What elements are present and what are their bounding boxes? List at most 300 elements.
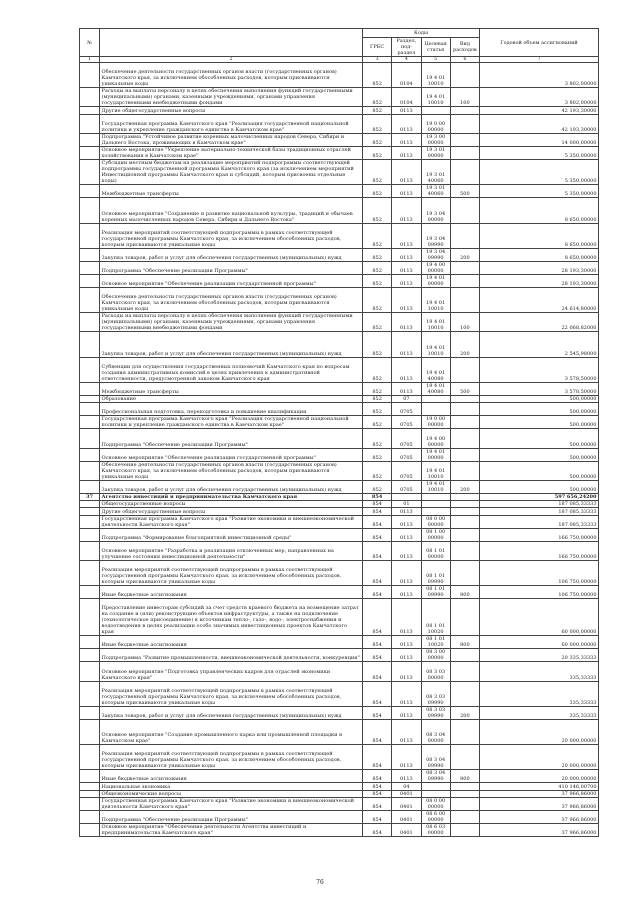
- row-number: [80, 515, 100, 528]
- row-razdel: 0113: [392, 515, 421, 528]
- row-name: Обеспечение деятельности государственных органов власти (государственных органов) Камчатского края, за исключением обособленных расходов, которым присваиваются уникальные коды: [100, 63, 363, 88]
- row-target: 08 1 00 00000: [421, 528, 450, 541]
- row-target: 19 4 01 10010: [421, 461, 450, 480]
- row-target: 19 3 04 00000: [421, 198, 450, 223]
- row-target: 19 3 01 40060: [421, 160, 450, 185]
- row-amount: 37 966,86000: [480, 797, 599, 810]
- row-target: 08 1 01 09990: [421, 560, 450, 585]
- page-number: 76: [316, 879, 324, 886]
- row-name: Основное мероприятие "Создание промышленного парка или промышленной площадки в Камчатском крае": [100, 720, 363, 745]
- row-number: [80, 88, 100, 107]
- row-number: [80, 223, 100, 248]
- table-row: [80, 448, 599, 461]
- row-amount: 500,00000: [480, 480, 599, 493]
- table-row: [80, 797, 599, 810]
- row-amount: 8 650,00000: [480, 223, 599, 248]
- row-vid: [450, 461, 479, 480]
- row-name: Государственная программа Камчатского края "Развитие экономики и внешнеэкономической деятельности Камчатского края": [100, 515, 363, 528]
- row-number: [80, 783, 100, 790]
- row-target: 19 4 00 00000: [421, 261, 450, 274]
- table-row: [80, 480, 599, 493]
- row-name: Межбюджетные трансферты: [100, 185, 363, 198]
- table-row: [80, 107, 599, 114]
- row-amount: 597 656,24200: [480, 493, 599, 500]
- row-name: Иные бюджетные ассигнования: [100, 636, 363, 649]
- table-row: [80, 508, 599, 515]
- row-grbs: 854: [363, 662, 392, 681]
- table-row: [80, 599, 599, 636]
- row-number: [80, 313, 100, 332]
- row-target: 19 4 01 40080: [421, 357, 450, 382]
- row-name: Основное мероприятие "Укрепление материально-технической базы традиционных отраслей хозяйствования в Камчатском крае": [100, 146, 363, 159]
- row-target: 19 4 01 40080: [421, 382, 450, 395]
- row-grbs: 854: [363, 599, 392, 636]
- table-row: [80, 357, 599, 382]
- row-name: Общегосударственные вопросы: [100, 501, 363, 508]
- table-row: [80, 649, 599, 662]
- row-number: [80, 395, 100, 402]
- row-grbs: 854: [363, 810, 392, 823]
- table-row: [80, 560, 599, 585]
- row-razdel: 0113: [392, 599, 421, 636]
- row-target: 19 4 01 10010: [421, 88, 450, 107]
- header-razdel: Раздел, под-раздел: [392, 38, 421, 57]
- row-vid: [450, 783, 479, 790]
- row-grbs: 854: [363, 508, 392, 515]
- row-target: 08 3 03 09990: [421, 681, 450, 706]
- row-grbs: 852: [363, 288, 392, 313]
- row-razdel: 0705: [392, 403, 421, 416]
- row-razdel: [392, 493, 421, 500]
- row-vid: [450, 146, 479, 159]
- header-index-cell: 5: [421, 57, 450, 63]
- row-vid: [450, 223, 479, 248]
- row-name: Предоставление инвесторам субсидий за счет средств краевого бюджета на возмещение затрат на создание и (или) реконструкцию объектов инфраструктуры, а также на подключение (технологическое присоединение) к источникам тепло-, газо-, водо-, электроснабжения и водоотведения в целях реализации особо значимых инвестиционных проектов Камчатского края: [100, 599, 363, 636]
- row-target: 08 3 04 00000: [421, 720, 450, 745]
- row-number: [80, 429, 100, 448]
- row-name: Подпрограмма "Обеспечение реализации Программы": [100, 810, 363, 823]
- row-grbs: 852: [363, 63, 392, 88]
- row-razdel: 01: [392, 501, 421, 508]
- table-row: [80, 810, 599, 823]
- row-target: 08 3 00 00000: [421, 649, 450, 662]
- row-amount: 3 578,50000: [480, 382, 599, 395]
- row-grbs: 854: [363, 501, 392, 508]
- table-row: [80, 720, 599, 745]
- row-grbs: 852: [363, 88, 392, 107]
- row-amount: 20 335,33333: [480, 649, 599, 662]
- row-grbs: 852: [363, 146, 392, 159]
- budget-table: [79, 28, 599, 837]
- row-grbs: 852: [363, 107, 392, 114]
- row-grbs: 852: [363, 198, 392, 223]
- row-amount: 42 193,30000: [480, 114, 599, 133]
- row-number: [80, 810, 100, 823]
- row-razdel: 0705: [392, 480, 421, 493]
- row-number: [80, 198, 100, 223]
- row-target: 08 6 03 00000: [421, 823, 450, 836]
- row-number: [80, 274, 100, 287]
- row-razdel: 0113: [392, 586, 421, 599]
- row-number: [80, 720, 100, 745]
- header-num: №: [80, 29, 100, 57]
- row-grbs: 852: [363, 395, 392, 402]
- row-vid: [450, 274, 479, 287]
- row-vid: [450, 508, 479, 515]
- row-number: [80, 797, 100, 810]
- row-name: Основное мероприятие "Сохранение и развитие национальной культуры, традиций и обычаев коренных малочисленных народов Севера, Сибири и Дальнего Востока": [100, 198, 363, 223]
- row-grbs: 854: [363, 560, 392, 585]
- header-grbs: ГРБС: [363, 38, 392, 57]
- row-vid: [450, 107, 479, 114]
- row-amount: 28 193,30000: [480, 274, 599, 287]
- row-vid: 500: [450, 185, 479, 198]
- row-vid: 200: [450, 332, 479, 357]
- row-number: [80, 133, 100, 146]
- row-razdel: 0113: [392, 160, 421, 185]
- row-target: 08 0 00 00000: [421, 797, 450, 810]
- table-row: [80, 248, 599, 261]
- row-number: [80, 745, 100, 770]
- row-amount: 166 750,00000: [480, 528, 599, 541]
- row-target: [421, 395, 450, 402]
- row-razdel: 0113: [392, 681, 421, 706]
- header-vid: Вид расходов: [450, 38, 479, 57]
- row-name: Закупка товаров, работ и услуг для обеспечения государственных (муниципальных) нужд: [100, 480, 363, 493]
- row-amount: 335,33333: [480, 706, 599, 719]
- row-razdel: 0113: [392, 528, 421, 541]
- row-number: [80, 248, 100, 261]
- row-vid: [450, 63, 479, 88]
- row-grbs: 852: [363, 185, 392, 198]
- row-grbs: 852: [363, 382, 392, 395]
- row-target: 08 3 04 09990: [421, 745, 450, 770]
- row-razdel: 0401: [392, 810, 421, 823]
- row-target: 19 4 01 10010: [421, 332, 450, 357]
- table-row: [80, 745, 599, 770]
- row-razdel: 0113: [392, 541, 421, 560]
- header-codes: Коды: [363, 29, 480, 38]
- row-vid: [450, 114, 479, 133]
- row-grbs: 852: [363, 429, 392, 448]
- row-target: 19 0 00 00000: [421, 114, 450, 133]
- row-razdel: 0113: [392, 223, 421, 248]
- row-vid: [450, 429, 479, 448]
- row-name: Основное мероприятие "Обеспечение реализации государственной программы": [100, 448, 363, 461]
- row-razdel: 0113: [392, 560, 421, 585]
- row-grbs: 854: [363, 681, 392, 706]
- row-name: Государственная программа Камчатского края "Реализация государственной национальной политики и укрепление гражданского единства в Камчатском крае": [100, 416, 363, 429]
- row-razdel: 0113: [392, 133, 421, 146]
- table-row: [80, 63, 599, 88]
- row-name: Национальная экономика: [100, 783, 363, 790]
- row-razdel: 0113: [392, 107, 421, 114]
- row-vid: [450, 528, 479, 541]
- row-grbs: 852: [363, 313, 392, 332]
- row-amount: 60 000,00000: [480, 599, 599, 636]
- row-target: 08 0 00 00000: [421, 515, 450, 528]
- row-name: Реализация мероприятий соответствующей подпрограммы в рамках соответствующей государственной программы Камчатского края, за исключением обособленных расходов, которым присваиваются уникальные коды: [100, 223, 363, 248]
- row-name: Подпрограмма "Обеспечение реализации Программы": [100, 261, 363, 274]
- row-grbs: 852: [363, 133, 392, 146]
- row-amount: 335,33333: [480, 681, 599, 706]
- row-target: [421, 783, 450, 790]
- row-number: [80, 649, 100, 662]
- row-razdel: 0705: [392, 448, 421, 461]
- row-target: 19 4 01 10010: [421, 480, 450, 493]
- table-row: [80, 586, 599, 599]
- row-amount: 37 966,86000: [480, 810, 599, 823]
- row-target: 08 1 01 10020: [421, 599, 450, 636]
- row-name: Образование: [100, 395, 363, 402]
- row-amount: 500,00000: [480, 429, 599, 448]
- table-row: [80, 461, 599, 480]
- row-number: [80, 541, 100, 560]
- row-vid: 800: [450, 770, 479, 783]
- row-target: 19 3 01 40060: [421, 185, 450, 198]
- row-razdel: 0113: [392, 198, 421, 223]
- row-razdel: 0104: [392, 88, 421, 107]
- row-number: [80, 382, 100, 395]
- row-number: [80, 261, 100, 274]
- row-vid: [450, 403, 479, 416]
- table-row: [80, 261, 599, 274]
- row-amount: 24 614,80000: [480, 288, 599, 313]
- row-razdel: 0104: [392, 63, 421, 88]
- row-name: Основное мероприятие "Подготовка управленческих кадров для отраслей экономики Камчатского края": [100, 662, 363, 681]
- row-amount: 187 085,33333: [480, 501, 599, 508]
- row-razdel: 07: [392, 395, 421, 402]
- row-amount: 166 750,00000: [480, 541, 599, 560]
- row-vid: [450, 395, 479, 402]
- table-body: [80, 63, 599, 837]
- row-amount: 500,00000: [480, 395, 599, 402]
- row-razdel: 0705: [392, 429, 421, 448]
- table-row: [80, 395, 599, 402]
- row-razdel: 0113: [392, 382, 421, 395]
- row-target: [421, 501, 450, 508]
- row-vid: [450, 681, 479, 706]
- row-name: Общеэкономические вопросы: [100, 790, 363, 797]
- row-amount: 5 350,00000: [480, 185, 599, 198]
- row-razdel: 0401: [392, 797, 421, 810]
- row-name: Реализация мероприятий соответствующей подпрограммы в рамках соответствующей государственной программы Камчатского края, за исключением обособленных расходов, которым присваиваются уникальные коды: [100, 745, 363, 770]
- row-number: 37: [80, 493, 100, 500]
- row-grbs: 854: [363, 823, 392, 836]
- row-grbs: 852: [363, 160, 392, 185]
- row-name: Подпрограмма "Развитие промышленности, внешнеэкономической деятельности, конкуренции": [100, 649, 363, 662]
- table-row: [80, 681, 599, 706]
- row-name: Обеспечение деятельности государственных органов власти (государственных органов) Камчатского края, за исключением обособленных расходов, которым присваиваются уникальные коды: [100, 288, 363, 313]
- row-vid: 100: [450, 313, 479, 332]
- table-row: [80, 185, 599, 198]
- row-name: Подпрограмма "Формирование благоприятной инвестиционной среды": [100, 528, 363, 541]
- table-row: [80, 429, 599, 448]
- row-name: Реализация мероприятий соответствующей подпрограммы в рамках соответствующей государственной программы Камчатского края, за исключением обособленных расходов, которым присваиваются уникальные коды: [100, 560, 363, 585]
- row-number: [80, 114, 100, 133]
- row-vid: [450, 133, 479, 146]
- row-vid: 500: [450, 382, 479, 395]
- row-vid: [450, 160, 479, 185]
- table-row: [80, 114, 599, 133]
- row-razdel: 0113: [392, 248, 421, 261]
- row-razdel: 0113: [392, 357, 421, 382]
- table-row: [80, 515, 599, 528]
- row-target: [421, 790, 450, 797]
- row-vid: [450, 357, 479, 382]
- row-razdel: 0113: [392, 720, 421, 745]
- row-target: 19 4 01 10010: [421, 63, 450, 88]
- row-grbs: 854: [363, 720, 392, 745]
- row-name: Межбюджетные трансферты: [100, 382, 363, 395]
- table-row: [80, 493, 599, 500]
- row-razdel: 0113: [392, 185, 421, 198]
- row-grbs: 854: [363, 636, 392, 649]
- row-vid: 200: [450, 480, 479, 493]
- row-amount: 20 000,00000: [480, 720, 599, 745]
- table-row: [80, 160, 599, 185]
- row-number: [80, 357, 100, 382]
- table-row: [80, 223, 599, 248]
- row-number: [80, 706, 100, 719]
- row-amount: 28 193,30000: [480, 261, 599, 274]
- row-amount: 14 000,00000: [480, 133, 599, 146]
- row-name: Основное мероприятие "Обеспечение деятельности Агентства инвестиций и предпринимательства Камчатского края": [100, 823, 363, 836]
- row-grbs: 852: [363, 448, 392, 461]
- row-grbs: 852: [363, 274, 392, 287]
- row-razdel: 0113: [392, 508, 421, 515]
- row-target: 19 3 04 09990: [421, 248, 450, 261]
- row-name: Другие общегосударственные вопросы: [100, 107, 363, 114]
- row-vid: [450, 448, 479, 461]
- row-name: Подпрограмма "Обеспечение реализации Программы": [100, 429, 363, 448]
- row-amount: 2 545,98000: [480, 332, 599, 357]
- row-number: [80, 448, 100, 461]
- row-amount: 37 966,86000: [480, 790, 599, 797]
- row-vid: [450, 823, 479, 836]
- row-vid: 200: [450, 706, 479, 719]
- row-grbs: 854: [363, 528, 392, 541]
- row-grbs: 854: [363, 541, 392, 560]
- table-row: [80, 706, 599, 719]
- row-grbs: 854: [363, 493, 392, 500]
- row-number: [80, 560, 100, 585]
- row-target: 08 3 03 09990: [421, 706, 450, 719]
- row-number: [80, 508, 100, 515]
- row-amount: 20 000,00000: [480, 770, 599, 783]
- header-index-cell: 1: [80, 57, 100, 63]
- row-amount: 5 350,00000: [480, 160, 599, 185]
- header-index-cell: 3: [363, 57, 392, 63]
- row-vid: [450, 515, 479, 528]
- row-razdel: 0705: [392, 461, 421, 480]
- row-number: [80, 636, 100, 649]
- row-number: [80, 185, 100, 198]
- row-razdel: 0113: [392, 745, 421, 770]
- row-name: Иные бюджетные ассигнования: [100, 770, 363, 783]
- table-row: [80, 146, 599, 159]
- row-vid: [450, 599, 479, 636]
- header-target: Целевая статья: [421, 38, 450, 57]
- row-amount: 187 085,33333: [480, 515, 599, 528]
- row-razdel: 0113: [392, 770, 421, 783]
- row-grbs: 854: [363, 515, 392, 528]
- row-vid: [450, 810, 479, 823]
- row-vid: [450, 541, 479, 560]
- row-grbs: 854: [363, 706, 392, 719]
- table-row: [80, 662, 599, 681]
- row-number: [80, 480, 100, 493]
- header-index-cell: 4: [392, 57, 421, 63]
- table-row: [80, 528, 599, 541]
- row-number: [80, 288, 100, 313]
- row-name: Закупка товаров, работ и услуг для обеспечения государственных (муниципальных) нужд: [100, 248, 363, 261]
- row-vid: 100: [450, 88, 479, 107]
- row-vid: [450, 745, 479, 770]
- table-row: [80, 770, 599, 783]
- row-amount: 106 750,00000: [480, 560, 599, 585]
- table-row: [80, 382, 599, 395]
- row-number: [80, 403, 100, 416]
- row-amount: 335,33333: [480, 662, 599, 681]
- row-amount: 20 000,00000: [480, 745, 599, 770]
- row-amount: 8 650,00000: [480, 198, 599, 223]
- row-grbs: 854: [363, 790, 392, 797]
- table-row: [80, 783, 599, 790]
- row-target: 19 0 00 00000: [421, 416, 450, 429]
- row-name: Основное мероприятие "Разработка и реализация отключенных мер, направленных на улучшение состояния инвестиционной деятельности": [100, 541, 363, 560]
- row-target: 19 3 01 00000: [421, 146, 450, 159]
- row-amount: 22 068,82000: [480, 313, 599, 332]
- row-number: [80, 501, 100, 508]
- row-grbs: 854: [363, 586, 392, 599]
- row-target: 08 1 01 00000: [421, 541, 450, 560]
- table-row: [80, 88, 599, 107]
- table-row: [80, 288, 599, 313]
- row-vid: [450, 720, 479, 745]
- row-amount: 37 966,86000: [480, 823, 599, 836]
- row-amount: 106 750,00000: [480, 586, 599, 599]
- row-amount: 8 650,00000: [480, 248, 599, 261]
- table-row: [80, 541, 599, 560]
- table-row: [80, 313, 599, 332]
- row-target: 08 6 00 00000: [421, 810, 450, 823]
- table-row: [80, 416, 599, 429]
- row-number: [80, 160, 100, 185]
- row-name: Закупка товаров, работ и услуг для обеспечения государственных (муниципальных) нужд: [100, 706, 363, 719]
- row-razdel: 0113: [392, 146, 421, 159]
- row-grbs: 854: [363, 649, 392, 662]
- row-amount: 3 802,00000: [480, 88, 599, 107]
- row-razdel: 0113: [392, 649, 421, 662]
- row-grbs: 852: [363, 261, 392, 274]
- header-amount: Годовой объем ассигнований: [480, 29, 599, 57]
- row-number: [80, 528, 100, 541]
- table-row: [80, 274, 599, 287]
- row-name: Расходы на выплаты персоналу в целях обеспечения выполнения функций государственными (муниципальными) органами, казенными учреждениями, органами управления государственными внебюджетными фондами: [100, 313, 363, 332]
- row-grbs: 852: [363, 480, 392, 493]
- row-grbs: 852: [363, 357, 392, 382]
- row-number: [80, 823, 100, 836]
- row-razdel: 0113: [392, 261, 421, 274]
- row-number: [80, 662, 100, 681]
- row-vid: [450, 790, 479, 797]
- table-row: [80, 636, 599, 649]
- row-number: [80, 63, 100, 88]
- row-target: 19 4 00 00000: [421, 429, 450, 448]
- row-grbs: 854: [363, 783, 392, 790]
- row-amount: 500,00000: [480, 461, 599, 480]
